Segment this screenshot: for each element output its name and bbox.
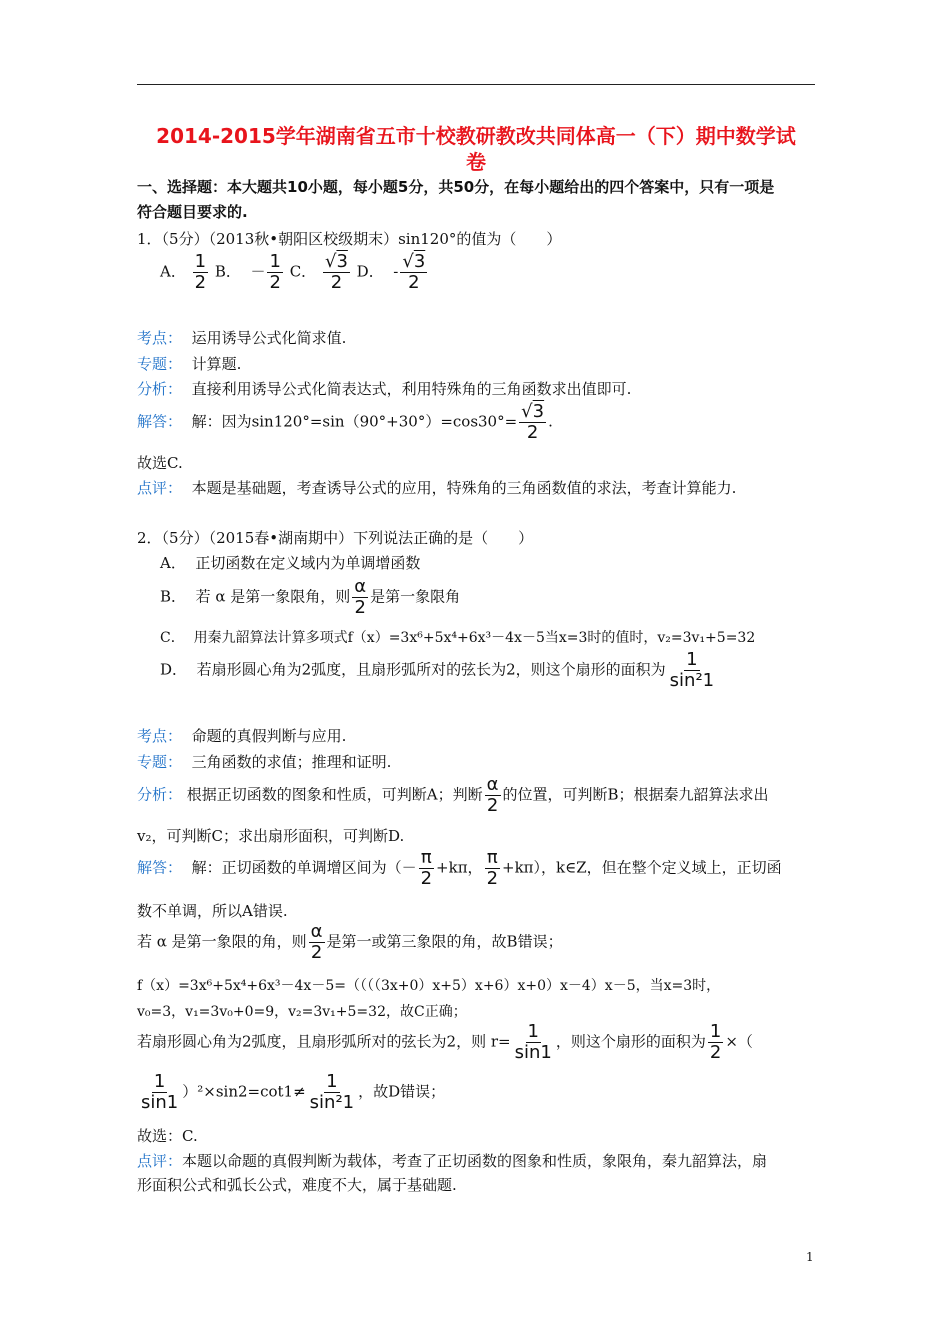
section-heading: 一、选择题：本大题共10小题，每小题5分，共50分，在每小题给出的四个答案中，只有一项是 xyxy=(137,178,775,196)
q2-jieda: 解答： 解：正切函数的单调增区间为（－ $\frac{\pi}{2}$ +kπ， $\frac{\pi}{2}$ +kπ），k∈Z，但在整个定义域上，正切函 xyxy=(137,847,782,889)
q2-stem: 2．（5分）（2015春•湖南期中）下列说法正确的是（ ） xyxy=(137,529,534,547)
q2-jieda-c1: f（x）=3x⁶+5x⁴+6x³－4x－5=（（（（3x+0）x+5）x+6）x+0）x－4）x－5，当x=3时， xyxy=(137,978,721,994)
q1-option-b-label: B． xyxy=(214,262,241,281)
q2-zhuanti: 专题： 三角函数的求值；推理和证明. xyxy=(137,753,392,771)
q1-option-a-label: A． xyxy=(160,262,186,281)
title-line-2: 卷 xyxy=(466,150,486,174)
q1-option-d-label: D． xyxy=(356,262,384,281)
title-line-1: 2014-2015学年湖南省五市十校教研教改共同体高一（下）期中数学试 xyxy=(156,124,796,148)
q2-option-a: A． 正切函数在定义域内为单调增函数 xyxy=(160,554,421,572)
q2-fenxi-cont: v₂，可判断C；求出扇形面积，可判断D. xyxy=(137,827,405,845)
document-title xyxy=(137,123,815,175)
q1-stem: 1．（5分）（2013秋•朝阳区校级期末）sin120°的值为（ ） xyxy=(137,230,562,248)
q2-jieda-d2: $\frac{1}{\sin 1}$ ）²×sin2=cot1≠ $\frac{1}{\text{sin²1}}$ ，故D错误； xyxy=(141,1071,446,1113)
q2-kaodian: 考点： 命题的真假判断与应用. xyxy=(137,727,347,745)
q1-option-b-fraction: $\frac{1}{2}$ xyxy=(269,251,281,293)
q2-answer: 故选：C. xyxy=(137,1127,198,1145)
page-number: 1 xyxy=(806,1250,814,1264)
q1-kaodian: 考点： 运用诱导公式化简求值. xyxy=(137,329,347,347)
q2-jieda-a: 数不单调，所以A错误. xyxy=(137,902,288,920)
q2-jieda-c2: v₀=3，v₁=3v₀+0=9，v₂=3v₁+5=32，故C正确； xyxy=(137,1004,467,1020)
q2-jieda-b: 若 α 是第一象限的角，则 $\frac{\alpha}{2}$ 是第一或第三象限的角，故B错误； xyxy=(137,921,563,963)
q1-option-c-label: C． xyxy=(289,262,317,281)
q1-option-c-fraction: $\frac{√3}{2}$ xyxy=(324,251,348,293)
q2-dianping: 点评：本题以命题的真假判断为载体，考查了正切函数的图象和性质，象限角，秦九韶算法，扇 xyxy=(137,1152,768,1170)
header-rule xyxy=(137,84,815,85)
q1-options xyxy=(160,252,429,293)
q2-dianping-cont: 形面积公式和弧长公式，难度不大，属于基础题. xyxy=(137,1176,457,1194)
q2-jieda-d1: 若扇形圆心角为2弧度，且扇形弧所对的弦长为2，则 r= $\frac{1}{\sin 1}$ ，则这个扇形的面积为 $\frac{1}{2}$ ×（ xyxy=(137,1021,753,1063)
q2-option-d: D． 若扇形圆心角为2弧度，且扇形弧所对的弦长为2，则这个扇形的面积为 $\frac{1}{\text{sin²1}}$ xyxy=(160,649,715,691)
q1-option-d-sign: - xyxy=(393,262,399,281)
q1-fenxi: 分析： 直接利用诱导公式化简表达式，利用特殊角的三角函数求出值即可. xyxy=(137,380,632,398)
q2-fenxi: 分析： 根据正切函数的图象和性质，可判断A；判断 $\frac{\alpha}{2}$ 的位置，可判断B；根据秦九韶算法求出 xyxy=(137,774,769,816)
q1-zhuanti: 专题： 计算题. xyxy=(137,355,242,373)
q1-answer: 故选C. xyxy=(137,454,183,472)
q2-option-b: B． 若 α 是第一象限角，则 $\frac{\alpha}{2}$ 是第一象限角 xyxy=(160,576,461,618)
section-heading-cont: 符合题目要求的. xyxy=(137,203,248,221)
q1-jieda: 解答： 解：因为sin120°=sin（90°+30°）=cos30°= $\frac{√3}{2}$ . xyxy=(137,401,553,443)
q1-option-d-fraction: $\frac{√3}{2}$ xyxy=(402,251,426,293)
q2-option-c: C． 用秦九韶算法计算多项式f（x）=3x⁶+5x⁴+6x³－4x－5当x=3时的值时，v₂=3v₁+5=32 xyxy=(160,630,756,646)
q1-option-a-fraction: $\frac{1}{2}$ xyxy=(194,251,207,293)
q1-option-b-sign: － xyxy=(250,262,266,281)
q1-dianping: 点评： 本题是基础题，考查诱导公式的应用，特殊角的三角函数值的求法，考查计算能力. xyxy=(137,479,737,497)
